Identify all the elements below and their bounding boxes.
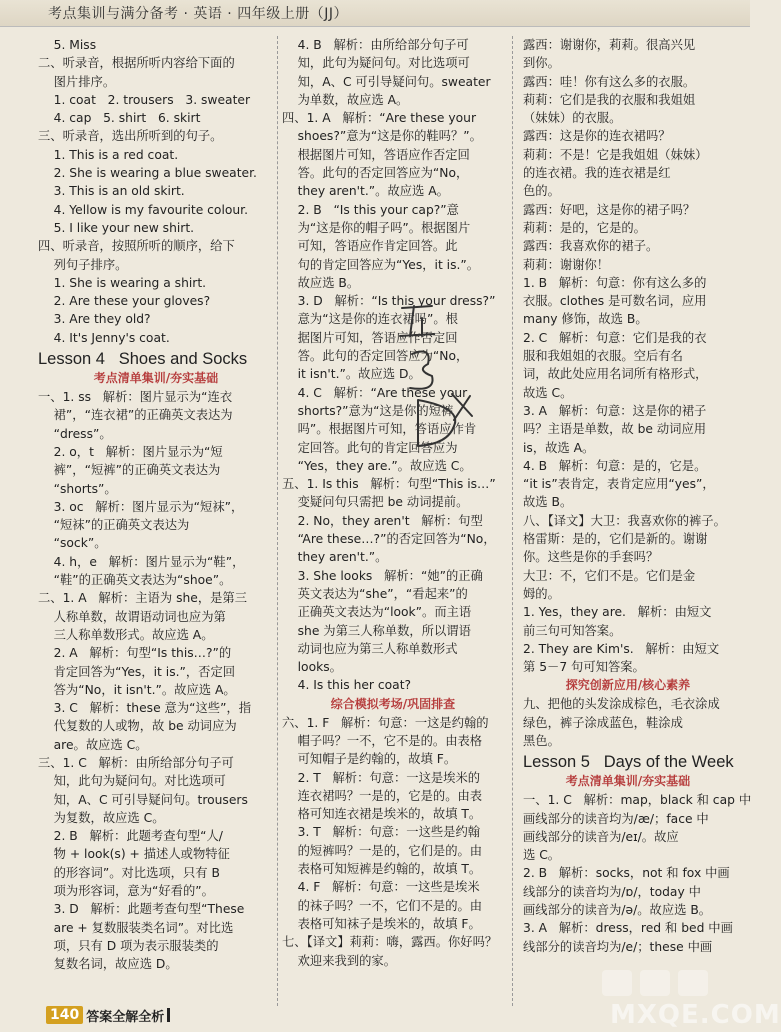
text-line: 第 5－7 句可知答案。	[523, 660, 645, 675]
text-line: 三、听录音，选出所听到的句子。	[38, 129, 223, 144]
text-line: 2. They are Kim's. 解析：由短文	[523, 641, 720, 656]
text-line: 3. D 解析：“Is this your dress?”	[282, 294, 496, 309]
page-footer	[46, 1004, 170, 1026]
text-line: 黑色。	[523, 733, 560, 748]
text-line: 为单数，故应选 A。	[282, 92, 409, 107]
text-line: is，故选 A。	[523, 440, 595, 455]
text-line: “it is”表肯定，表肯定应用“yes”，	[523, 477, 715, 492]
text-line: 3. Are they old?	[38, 312, 151, 327]
text-line: 姆的。	[523, 586, 560, 601]
column-divider	[277, 36, 278, 1006]
text-line: 知，此句为疑问句。对比选项可	[38, 774, 226, 789]
text-line: 莉莉：它们是我的衣服和我姐姐	[523, 92, 696, 107]
text-line: 格雷斯：是的，它们是新的。谢谢	[523, 532, 708, 547]
text-line: she 为第三人称单数，所以谓语	[282, 623, 471, 638]
text-line: 绿色，裤子涂成蓝色，鞋涂成	[523, 715, 683, 730]
text-line: 答。此句的否定回答应为“No，	[282, 349, 469, 364]
text-line: are。故应选 C。	[38, 737, 148, 752]
text-line: 选 C。	[523, 848, 561, 863]
text-line: 的袜子吗？一不，它们不是的。由	[282, 898, 483, 913]
text-line: 知，A、C 可引导疑问句。sweater	[282, 74, 491, 89]
text-line: 变疑问句只需把 be 动词提前。	[282, 495, 469, 510]
text-line: 3. This is an old skirt.	[38, 184, 185, 199]
text-line: 三、1. C 解析：由所给部分句子可	[38, 755, 234, 770]
text-line: 莉莉：是的，它是的。	[523, 220, 646, 235]
text-line: 据图片可知，答语应作否定回	[282, 330, 458, 345]
text-line: 二、1. A 解析：主语为 she，是第三	[38, 591, 248, 606]
text-line: 吗？主语是单数，故 be 动词应用	[523, 422, 707, 437]
text-line: 4. Yellow is my favourite colour.	[38, 202, 249, 217]
text-line: 项为形容词，意为“好看的”。	[38, 884, 214, 899]
text-line: 表格可知袜子是埃米的，故填 F。	[282, 916, 481, 931]
text-line: 4. C 解析：“Are these your	[282, 385, 468, 400]
text-line: “sock”。	[38, 536, 107, 551]
text-line: looks。	[282, 660, 342, 675]
footer-label: 答案全解全析	[86, 1009, 165, 1025]
text-line: 可知，答语应作肯定回答。此	[282, 239, 458, 254]
text-line: “dress”。	[38, 426, 112, 441]
text-line: 知，此句为疑问句。对比选项可	[282, 56, 470, 71]
text-line: 四、听录音，按照所听的顺序，给下	[38, 239, 235, 254]
text-line: 表格可知短裤是约翰的，故填 T。	[282, 862, 482, 877]
text-line: 人称单数，故谓语动词也应为第	[38, 609, 226, 624]
text-line: 画线部分的读音均为/æ/；face 中	[523, 811, 709, 826]
text-line: 代复数的人或物，故 be 动词应为	[38, 719, 237, 734]
text-line: many 修饰，故选 B。	[523, 312, 648, 327]
text-line: 3. D 解析：此题考查句型“These	[38, 902, 245, 917]
text-line: 九、把他的头发涂成棕色，毛衣涂成	[523, 697, 720, 712]
text-line: 图片排序。	[38, 74, 116, 89]
text-line: “Are these…?”的否定回答为“No，	[282, 532, 496, 547]
text-line: 帽子吗？一不，它不是的。由表格	[282, 733, 483, 748]
text-line: 前三句可知答案。	[523, 623, 622, 638]
text-line: 1. coat 2. trousers 3. sweater	[38, 92, 251, 107]
page-number: 140	[46, 1006, 83, 1024]
text-line: shoes?”意为“这是你的鞋吗？”。	[282, 129, 482, 144]
text-line: “短袜”的正确英文表达为	[38, 518, 190, 533]
text-line: 2. A 解析：句型“Is this…?”的	[38, 646, 232, 661]
text-line: 八、【译文】大卫：我喜欢你的裤子。	[523, 513, 726, 528]
text-line: 2. B “Is this your cap?”意	[282, 202, 459, 217]
text-line: 1. This is a red coat.	[38, 147, 179, 162]
text-line: 英文表达为“she”，“看起来”的	[282, 586, 468, 601]
column-left	[38, 36, 274, 974]
text-line: 故应选 B。	[282, 275, 360, 290]
text-line: 列句子排序。	[38, 257, 128, 272]
text-line: 2. B 解析：socks，not 和 fox 中画	[523, 866, 730, 881]
text-line: 到你。	[523, 56, 560, 71]
text-line: 一、1. ss 解析：图片显示为“连衣	[38, 390, 233, 405]
section-heading: 考点清单集训/夯实基础	[565, 774, 691, 789]
text-line: 露西：好吧，这是你的裙子吗？	[523, 202, 696, 217]
text-line: 意为“这是你的连衣裙吗”。根	[282, 312, 458, 327]
text-line: 欢迎来我到的家。	[282, 953, 397, 968]
column-right	[523, 36, 752, 956]
text-line: 词，故此处应用名词所有格形式，	[523, 367, 708, 382]
section-heading: 综合模拟考场/巩固排查	[330, 696, 456, 711]
text-line: 的形容词”。对比选项，只有 B	[38, 865, 220, 880]
text-line: 正确英文表达为“look”。而主语	[282, 605, 472, 620]
text-line: 5. Miss	[38, 38, 97, 52]
text-line: 2. T 解析：句意：一这是埃米的	[282, 770, 481, 785]
text-line: 连衣裙吗？一是的，它是的。由表	[282, 788, 483, 803]
text-line: 的短裤吗？一是的，它们是的。由	[282, 843, 483, 858]
lesson-title: Lesson 4 Shoes and Socks	[38, 350, 248, 369]
text-line: 定回答。此句的肯定回答应为	[282, 440, 458, 455]
text-line: 六、1. F 解析：句意：一这是约翰的	[282, 715, 489, 730]
lesson-title: Lesson 5 Days of the Week	[523, 753, 734, 772]
text-line: 线部分的读音均为/e/；these 中画	[523, 939, 713, 954]
text-line: 3. A 解析：句意：这是你的裙子	[523, 403, 707, 418]
text-line: 露西：这是你的连衣裙吗？	[523, 129, 671, 144]
text-line: 答为“No，it isn't.”。故应选 A。	[38, 682, 236, 697]
section-heading: 探究创新应用/核心素养	[565, 678, 691, 693]
text-line: “鞋”的正确英文表达为“shoe”。	[38, 573, 232, 588]
text-line: 复数名词，故应选 D。	[38, 957, 178, 972]
text-line: 答。此句的否定回答应为“No，	[282, 166, 469, 181]
text-line: 3. T 解析：句意：一这些是约翰	[282, 825, 481, 840]
text-line: 五、1. Is this 解析：句型“This is…”	[282, 477, 496, 492]
text-line: 3. She looks 解析：“她”的正确	[282, 568, 483, 583]
section-heading: 考点清单集训/夯实基础	[93, 371, 219, 386]
text-line: 服和我姐姐的衣服。空后有名	[523, 349, 683, 364]
text-line: 故选 C。	[523, 385, 573, 400]
text-line: 1. B 解析：句意：你有这么多的	[523, 275, 707, 290]
text-line: 色的。	[523, 184, 560, 199]
text-line: 你。这些是你的手套吗？	[523, 550, 659, 565]
text-line: 画线部分的读音为/ə/。故应选 B。	[523, 903, 712, 918]
text-line: 3. oc 解析：图片显示为“短袜”，	[38, 499, 244, 514]
text-line: 2. o，t 解析：图片显示为“短	[38, 444, 223, 459]
text-line: 莉莉：谢谢你！	[523, 257, 610, 272]
text-line: 三人称单数形式。故应选 A。	[38, 627, 214, 642]
text-line: 露西：谢谢你，莉莉。很高兴见	[523, 38, 696, 52]
text-line: 裙”，“连衣裙”的正确英文表达为	[38, 408, 233, 423]
text-line: 大卫：不，它们不是。它们是金	[523, 568, 696, 583]
text-line: 格可知连衣裙是埃米的，故填 T。	[282, 807, 482, 822]
text-line: 动词也应为第三人称单数形式	[282, 641, 458, 656]
text-line: 可知帽子是约翰的，故填 F。	[282, 752, 457, 767]
text-line: 故选 B。	[523, 495, 573, 510]
text-line: 根据图片可知，答语应作否定回	[282, 147, 470, 162]
column-divider	[512, 36, 513, 1006]
page-header	[0, 0, 750, 27]
text-line: （妹妹）的衣服。	[523, 111, 622, 126]
text-line: 裤”，“短裤”的正确英文表达为	[38, 463, 221, 478]
text-line: 4. B 解析：由所给部分句子可	[282, 38, 469, 52]
footer-bar	[167, 1008, 170, 1022]
text-line: 2. C 解析：句意：它们是我的衣	[523, 330, 707, 345]
text-line: 2. B 解析：此题考查句型“人/	[38, 829, 223, 844]
text-line: 3. C 解析：these 意为“这些”，指	[38, 701, 252, 716]
watermark-text: MXQE.COM	[610, 1000, 781, 1030]
text-line: 2. Are these your gloves?	[38, 294, 211, 309]
text-line: 句的肯定回答应为“Yes，it is.”。	[282, 257, 480, 272]
text-line: 5. I like your new shirt.	[38, 220, 195, 235]
text-line: 3. A 解析：dress，red 和 bed 中画	[523, 921, 733, 936]
column-middle	[282, 36, 504, 970]
text-line: 莉莉：不是！它是我姐姐（妹妹）	[523, 147, 708, 162]
text-line: 为复数，故应选 C。	[38, 810, 165, 825]
text-line: 肯定回答为“Yes，it is.”，否定回	[38, 664, 236, 679]
text-line: 一、1. C 解析：map，black 和 cap 中	[523, 793, 752, 808]
header-title: 考点集训与满分备考 · 英语 · 四年级上册（JJ）	[48, 6, 348, 22]
text-line: “shorts”。	[38, 481, 117, 496]
text-line: 4. It's Jenny's coat.	[38, 330, 170, 345]
text-line: 4. F 解析：句意：一这些是埃米	[282, 880, 480, 895]
text-line: 七、【译文】莉莉：嗨，露西。你好吗？	[282, 935, 498, 950]
text-line: it isn't.”。故应选 D。	[282, 367, 421, 382]
handwritten-annotation	[392, 296, 482, 456]
text-line: 4. cap 5. shirt 6. skirt	[38, 111, 201, 126]
text-line: 知，A、C 可引导疑问句。trousers	[38, 792, 248, 807]
text-line: 为“这是你的帽子吗”。根据图片	[282, 220, 471, 235]
text-line: 露西：我喜欢你的裙子。	[523, 239, 659, 254]
text-line: 项，只有 D 项为表示服装类的	[38, 938, 219, 953]
text-line: 4. Is this her coat?	[282, 678, 412, 693]
text-line: are + 复数服装类名词”。对比选	[38, 920, 234, 935]
text-line: 1. Yes，they are. 解析：由短文	[523, 605, 712, 620]
text-line: 物 + look(s) + 描述人或物特征	[38, 847, 230, 862]
text-line: “Yes，they are.”。故应选 C。	[282, 458, 472, 473]
text-line: 2. She is wearing a blue sweater.	[38, 166, 257, 181]
text-line: 线部分的读音均为/ɒ/，today 中	[523, 884, 701, 899]
text-line: they aren't.”。	[282, 550, 388, 565]
text-line: 四、1. A 解析：“Are these your	[282, 111, 477, 126]
text-line: 的连衣裙。我的连衣裙是红	[523, 166, 671, 181]
text-line: 画线部分的读音为/eɪ/。故应	[523, 829, 679, 844]
text-line: 1. She is wearing a shirt.	[38, 275, 207, 290]
text-line: 露西：哇！你有这么多的衣服。	[523, 74, 696, 89]
text-line: 吗”。根据图片可知，答语应作肯	[282, 422, 477, 437]
text-line: they aren't.”。故应选 A。	[282, 184, 449, 199]
text-line: 二、听录音，根据所听内容给下面的	[38, 56, 235, 71]
text-line: 衣服。clothes 是可数名词，应用	[523, 294, 707, 309]
text-line: 4. h，e 解析：图片显示为“鞋”，	[38, 554, 245, 569]
text-line: 4. B 解析：句意：是的，它是。	[523, 458, 707, 473]
text-line: shorts?”意为“这是你的短裤	[282, 403, 454, 418]
text-line: 2. No，they aren't 解析：句型	[282, 513, 483, 528]
